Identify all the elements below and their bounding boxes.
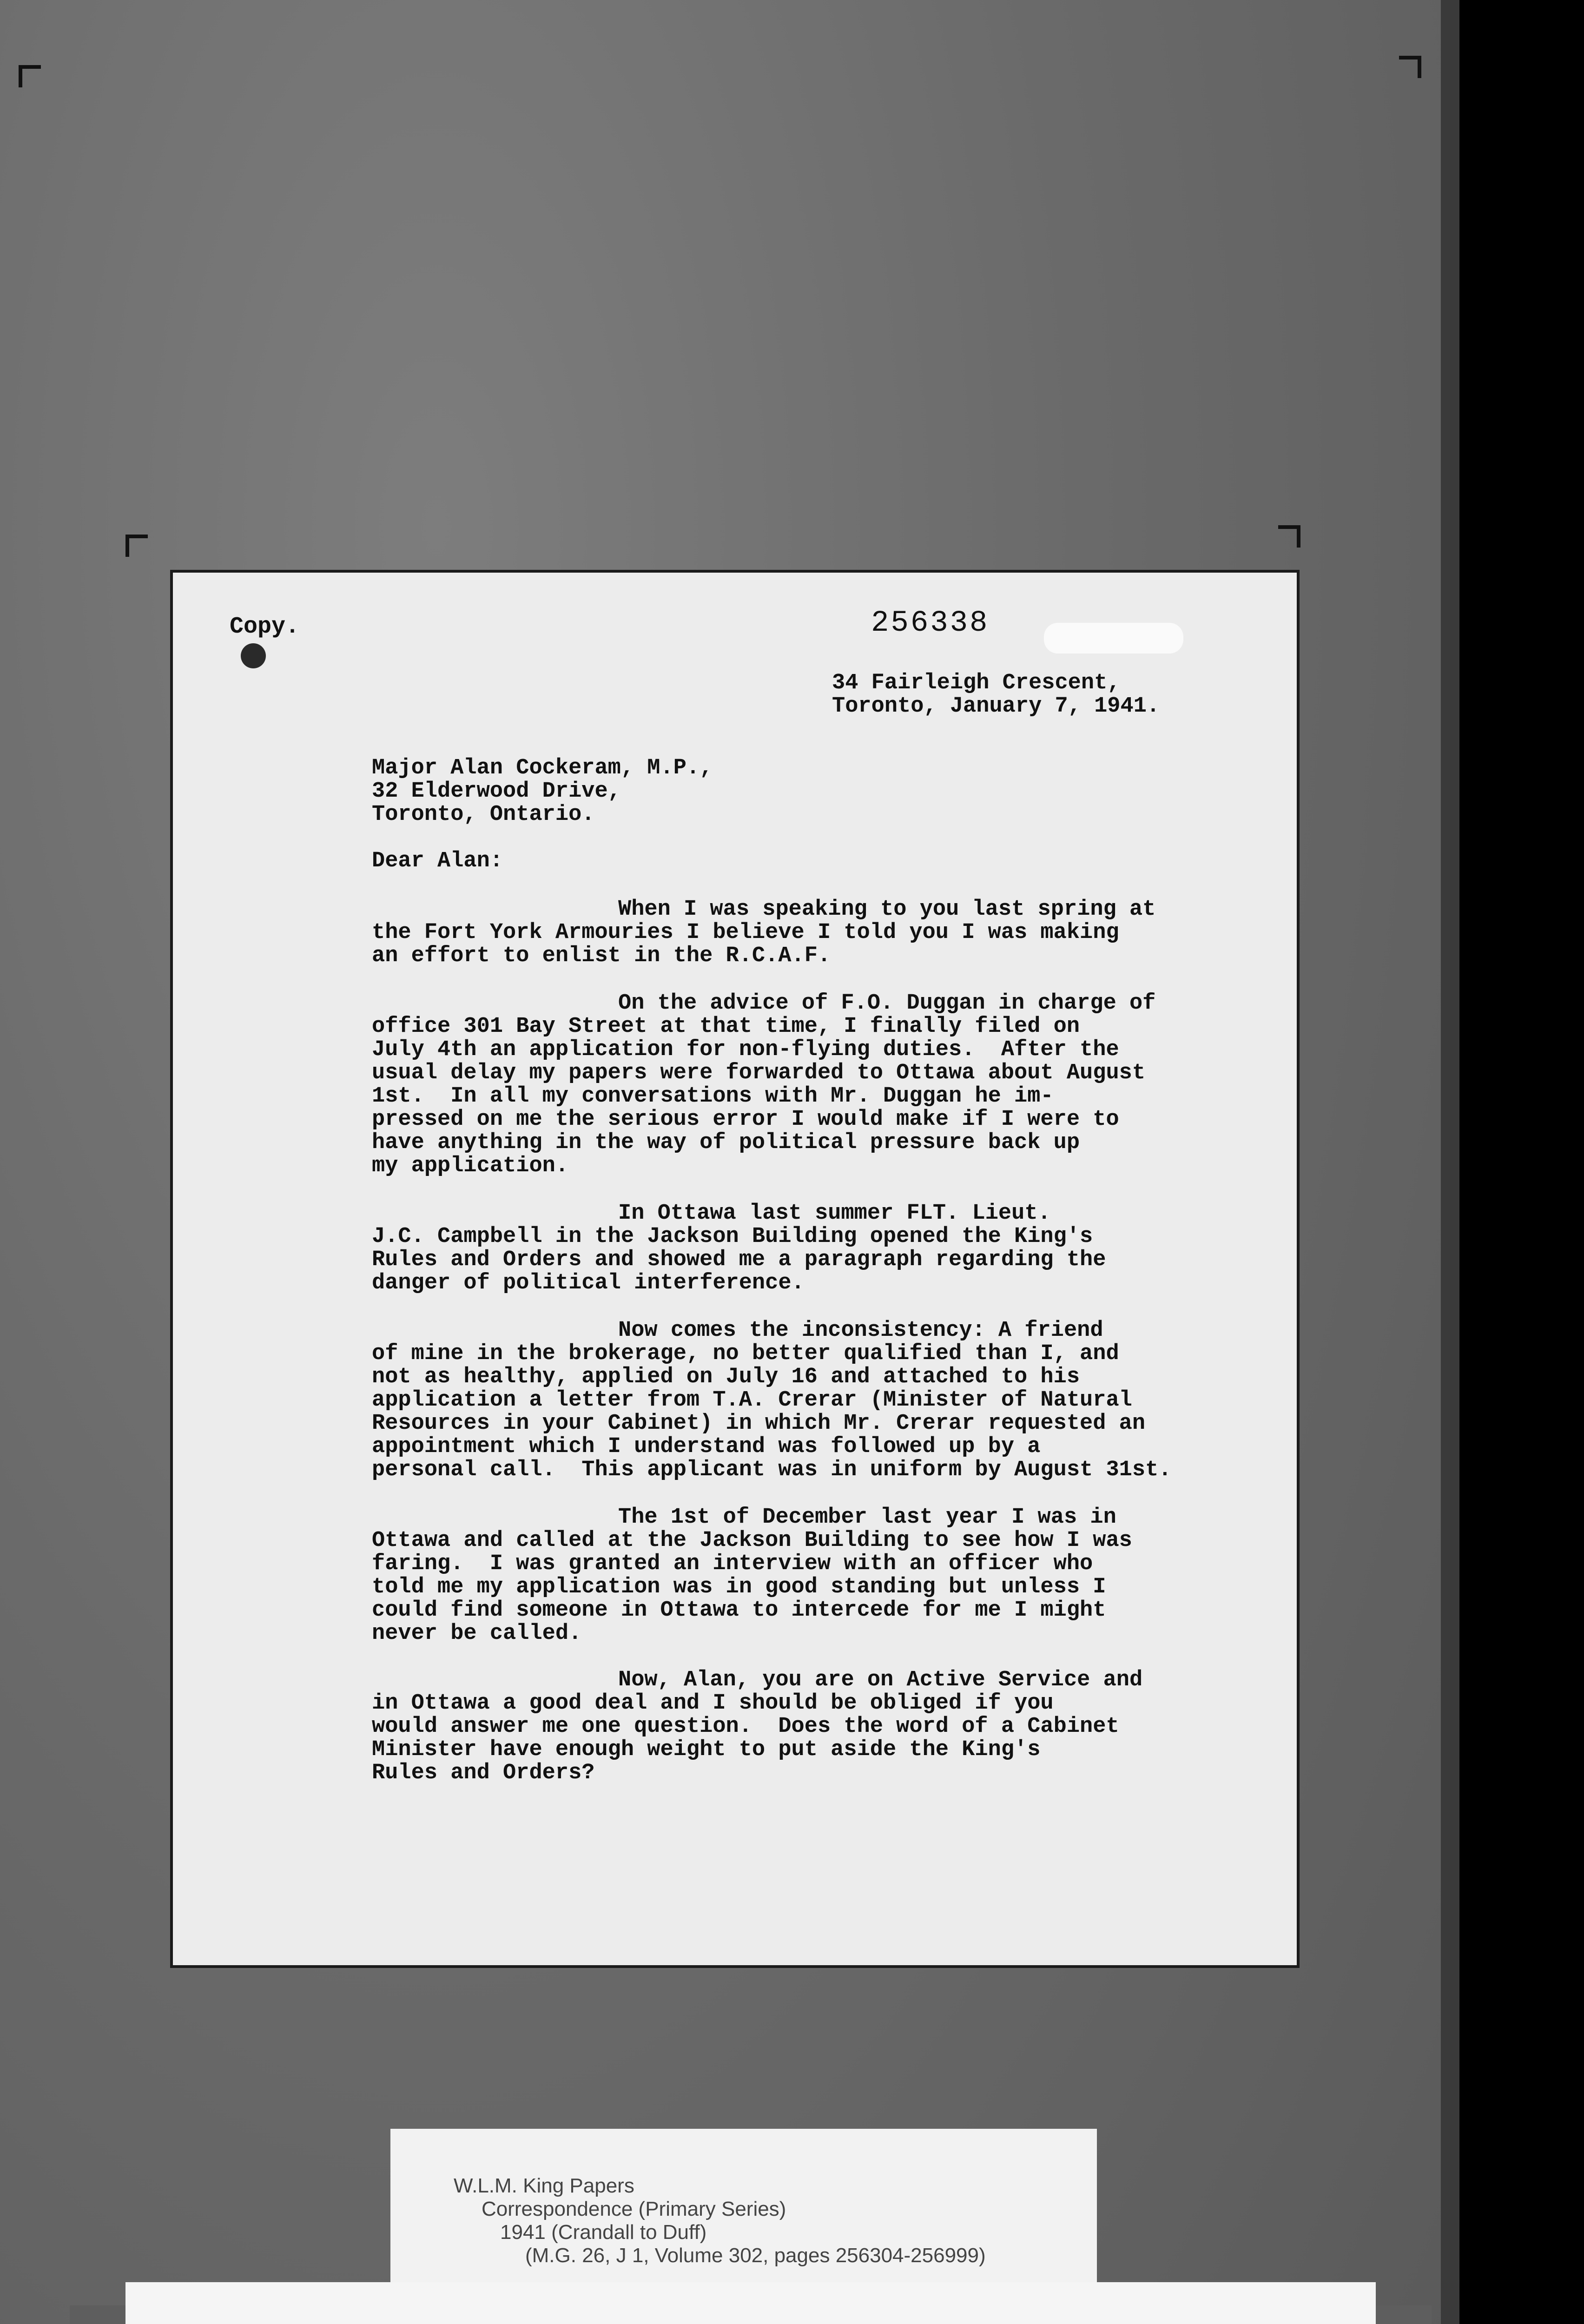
paragraph-4-line: of mine in the brokerage, no better qualified than I, and xyxy=(372,1341,1119,1366)
paragraph-6-line: Minister have enough weight to put aside the King's xyxy=(372,1737,1041,1762)
sender-address-line2: Toronto, January 7, 1941. xyxy=(832,694,1160,719)
left-tape-strip xyxy=(70,2305,125,2324)
paragraph-1-line: the Fort York Armouries I believe I told you I was making xyxy=(372,920,1119,945)
paragraph-4-line: personal call. This applicant was in uniform by August 31st. xyxy=(372,1458,1172,1482)
paragraph-2-line: pressed on me the serious error I would make if I were to xyxy=(372,1107,1119,1132)
collection-label-line1: W.L.M. King Papers xyxy=(454,2174,634,2197)
paragraph-2-line: July 4th an application for non-flying duties. After the xyxy=(372,1037,1119,1062)
paragraph-6-line: Rules and Orders? xyxy=(372,1761,595,1785)
recipient-line3: Toronto, Ontario. xyxy=(372,802,595,827)
collection-label-line2: Correspondence (Primary Series) xyxy=(482,2198,786,2220)
paragraph-6-line: would answer me one question. Does the word of a Cabinet xyxy=(372,1714,1119,1739)
paragraph-2-line: office 301 Bay Street at that time, I finally filed on xyxy=(372,1014,1080,1039)
paragraph-4-line: Now comes the inconsistency: A friend xyxy=(618,1318,1103,1343)
salutation: Dear Alan: xyxy=(372,849,503,873)
photo-corner-top-right xyxy=(1399,56,1421,78)
paragraph-4-line: appointment which I understand was followed up by a xyxy=(372,1434,1041,1459)
letter-corner-top-right xyxy=(1278,525,1300,548)
paragraph-5-line: told me my application was in good standing but unless I xyxy=(372,1575,1106,1599)
right-tape-strip xyxy=(1376,2305,1432,2324)
redaction-mark xyxy=(1044,623,1183,654)
copy-label: Copy. xyxy=(230,614,300,640)
paragraph-2-line: have anything in the way of political pressure back up xyxy=(372,1130,1080,1155)
paragraph-2-line: my application. xyxy=(372,1154,569,1178)
sender-address-line1: 34 Fairleigh Crescent, xyxy=(832,671,1121,695)
paragraph-3-line: Rules and Orders and showed me a paragraph regarding the xyxy=(372,1248,1106,1272)
paragraph-5-line: never be called. xyxy=(372,1621,582,1646)
paragraph-5-line: could find someone in Ottawa to intercede for me I might xyxy=(372,1598,1106,1623)
paragraph-3-line: In Ottawa last summer FLT. Lieut. xyxy=(618,1201,1051,1226)
paragraph-4-line: application a letter from T.A. Crerar (Minister of Natural xyxy=(372,1388,1132,1413)
archive-stamp-card xyxy=(125,2282,1376,2324)
collection-label-line3: 1941 (Crandall to Duff) xyxy=(500,2221,707,2244)
paragraph-3-line: danger of political interference. xyxy=(372,1271,805,1295)
paragraph-2-line: 1st. In all my conversations with Mr. Duggan he im- xyxy=(372,1084,1054,1109)
punch-hole xyxy=(241,643,266,668)
paragraph-6-line: in Ottawa a good deal and I should be obliged if you xyxy=(372,1691,1054,1716)
recipient-line1: Major Alan Cockeram, M.P., xyxy=(372,756,713,780)
paragraph-2-line: usual delay my papers were forwarded to Ottawa about August xyxy=(372,1061,1146,1085)
recipient-line2: 32 Elderwood Drive, xyxy=(372,779,621,804)
photo-corner-top-left xyxy=(19,65,41,87)
collection-label-line4: (M.G. 26, J 1, Volume 302, pages 256304-256999) xyxy=(525,2244,986,2267)
letter-corner-top-left xyxy=(125,535,148,557)
paragraph-1-line: an effort to enlist in the R.C.A.F. xyxy=(372,944,831,968)
paragraph-1-line: When I was speaking to you last spring at xyxy=(618,897,1156,922)
collection-label-card xyxy=(390,2129,1097,2282)
paragraph-2-line: On the advice of F.O. Duggan in charge of xyxy=(618,991,1156,1016)
paragraph-4-line: not as healthy, applied on July 16 and attached to his xyxy=(372,1365,1080,1389)
paragraph-6-line: Now, Alan, you are on Active Service and xyxy=(618,1668,1143,1692)
paragraph-5-line: faring. I was granted an interview with an officer who xyxy=(372,1552,1093,1576)
board-edge xyxy=(1441,0,1459,2324)
paragraph-3-line: J.C. Campbell in the Jackson Building opened the King's xyxy=(372,1224,1093,1249)
paragraph-5-line: Ottawa and called at the Jackson Building to see how I was xyxy=(372,1528,1132,1553)
paragraph-5-line: The 1st of December last year I was in xyxy=(618,1505,1116,1530)
document-number: 256338 xyxy=(871,607,990,640)
paragraph-4-line: Resources in your Cabinet) in which Mr. Crerar requested an xyxy=(372,1411,1146,1436)
